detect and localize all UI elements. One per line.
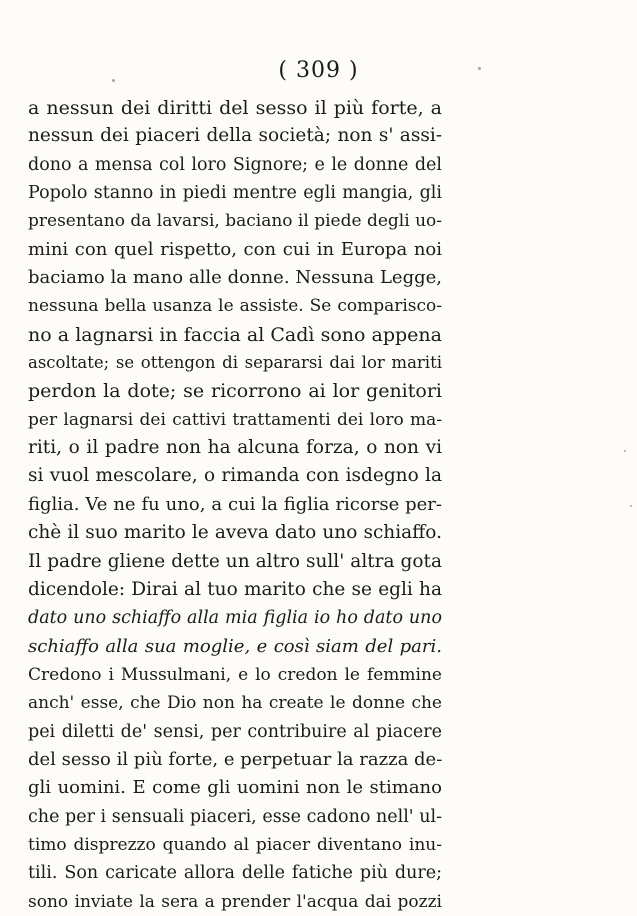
text-line: mini con quel rispetto, con cui in Europa noi (28, 238, 442, 260)
text-line: gli uomini. E come gli uomini non le stimano (28, 777, 442, 799)
text-line: no a lagnarsi in faccia al Cadì sono appena (28, 323, 442, 346)
text-line: tili. Son caricate allora delle fatiche più dure; (28, 863, 442, 884)
text-line: che per i sensuali piaceri, esse cadono nell' ul- (28, 806, 442, 827)
text-line: schiaffo alla sua moglie, e così siam del pari. (28, 635, 442, 657)
text-line: chè il suo marito le aveva dato uno schiaffo. (28, 522, 442, 544)
text-line: nessun dei piaceri della società; non s' assi- (28, 125, 442, 147)
body-text (28, 94, 442, 916)
text-line: pei diletti de' sensi, per contribuire al piacere (28, 721, 442, 742)
text-line: sono inviate la sera a prender l'acqua dai pozzi (28, 891, 442, 912)
text-line: Credono i Mussulmani, e lo credon le femmine (28, 664, 442, 685)
text-line: anch' esse, che Dio non ha create le donne che (28, 693, 442, 714)
ink-speck (624, 450, 626, 452)
text-line: per lagnarsi dei cattivi trattamenti dei loro ma- (28, 409, 442, 430)
page-number: ( 309 ) (278, 58, 359, 83)
text-line: dono a mensa col loro Signore; e le donne del (28, 154, 442, 175)
text-line: nessuna bella usanza le assiste. Se comparisco- (28, 296, 442, 317)
text-line: del sesso il più forte, e perpetuar la razza de- (28, 748, 443, 770)
text-line: a nessun dei diritti del sesso il più forte, a (28, 97, 442, 119)
text-line: dato uno schiaffo alla mia figlia io ho dato uno (28, 608, 442, 629)
text-line: perdon la dote; se ricorrono ai lor genitori (28, 380, 442, 403)
text-line: riti, o il padre non ha alcuna forza, o non vi (28, 437, 442, 459)
text-line: dicendole: Dirai al tuo marito che se egli ha (28, 578, 442, 600)
text-line: Il padre gliene dette un altro sull' altra gota (28, 550, 442, 572)
ink-speck (630, 505, 632, 507)
text-line: figlia. Ve ne fu uno, a cui la figlia ricorse per- (28, 493, 442, 515)
text-line: baciamo la mano alle donne. Nessuna Legge, (28, 267, 442, 289)
text-line: Popolo stanno in piedi mentre egli mangia, gli (28, 183, 442, 204)
text-line: presentano da lavarsi, baciano il piede degli uo- (28, 211, 442, 232)
text-line: si vuol mescolare, o rimanda con isdegno la (28, 465, 442, 487)
text-line: ascoltate; se ottengon di separarsi dai lor mariti (28, 353, 442, 373)
text-line: timo disprezzo quando al piacer diventano inu- (28, 834, 442, 855)
